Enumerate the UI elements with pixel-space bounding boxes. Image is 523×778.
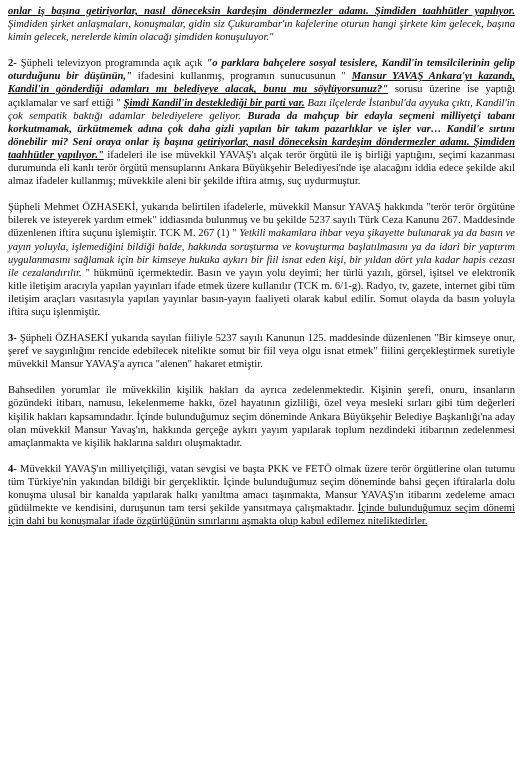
p2-number: 2-: [8, 58, 17, 70]
intro-quote-bold: onlar iş başına getiriyorlar, nasıl döneceksin kardeşim döndermezler adamı. Şimdiden taahhütler yapılıyor.: [8, 6, 515, 17]
intro-quote-italic: Şimdiden şirket anlaşmaları, konuşmalar, gidin siz Çukurambar'ın kafelerine oturun hangi şirkete kim gelecek, başına kimin gelecek, nerelerde kimin olacağı şimdiden konuşuluyor.": [8, 19, 515, 44]
paragraph-4: 3- Şüpheli ÖZHASEKİ yukarıda sayılan fiiliyle 5237 sayılı Kanunun 125. maddesinde düzenlenen "Bir kimseye onur, şeref ve saygınlığını rencide edebilecek nitelikte somut bir fiil veya olgu isnat etmek" fiilini gerçekleştirmek suretiyle müvekkil Mansur YAVAŞ'a ayrıca "alenen" hakaret etmiştir.: [8, 333, 515, 371]
paragraph-3: Şüpheli Mehmet ÖZHASEKİ, yukarıda belirtilen ifadelerle, müvekkil Mansur YAVAŞ hakkında "terör terör örgütüne bilerek ve isteyerek yardım etmek" iddiasında bulunmuş ve bu şekilde 5237 sayılı Türk Ceza Kanunu 267. Maddesinde düzenlenen iftira suçunu işlemiştir. TCK M. 267 (1) " Yetkili makamlara ihbar veya şikayette bulunarak ya da basın ve yayın yoluyla, işlemediğini bildiği halde, hakkında soruşturma ve kovuşturma başlatılmasını ya da idari bir yaptırım uygulanmasını sağlamak için bir kimseye hukuka aykırı bir fiil isnat eden kişi, bir yıldan dört yıla kadar hapis cezası ile cezalandırılır. " hükmünü içermektedir. Basın ve yayın yolu deyimi; her türlü yazılı, görsel, işitsel ve elektronik kitle iletişim aracıyla yapılan yayınları ifade etmek üzere kullanılır (TCK m. 6/1-g). Radyo, tv, gazete, internet gibi tüm iletişim araçları vasıtasıyla yapılan yayınlar basın-yayın faaliyeti olarak kabul edilir. Somut olayda da basın yoluyla iftira suçu işlenmiştir.: [8, 202, 516, 318]
paragraph-2: 2- Şüpheli televizyon programında açık açık "o parklara bahçelere sosyal tesislere, Kandil'in temsilcilerinin gelip oturduğunu bir düşünün," ifadesini kullanmış, programın sunucusunun " Mansur YAVAŞ Ankara'yı kazandı, Kandil'in gönderdiği adamları mı belediyeye alacak, bunu mu söylüyorsunuz?" sorusu üzerine ise yaptığı açıklamalar ve sarf ettiği " Şimdi Kandil'in desteklediği bir parti var. Bazı ilçelerde İstanbul'da ayyuka çıktı, Kandil'in çok sempatik baktığı adamlar belediyelere geliyor. Burada da mahçup bir edayla seçmeni milliyetçi tabanı korkutmamak, ürkütmemek adına çok daha gizli yapılan bir takım pazarlıklar ve işler var… Kandil'e sırtını dönebilir mi? Seni oraya onlar iş başına getiriyorlar, nasıl döneceksin kardeşim döndermezler adamı. Şimdiden taahhütler yapılıyor." ifadeleri ile ise müvekkil YAVAŞ'ı alçak terör örgütü ile iş birliği yaptığını, seçimi kazanması durumunda eli kanlı terör örgütü mensuplarını Ankara Büyükşehir Belediyesi'nde işe alacağını iddia edece şekilde akıl almaz ifadeler kullanmış; müvekkile aleni bir şekilde iftira atmış, suç uydurmuştur.: [8, 58, 516, 188]
paragraph-6: 4- Müvekkil YAVAŞ'ın milliyetçiliği, vatan sevgisi ve başta PKK ve FETÖ olmak üzere terör örgütlerine olan tutumu tüm Türkiye'nin yakından bildiği bir gerçekliktir. İçinde bulunduğumuz seçim döneminde bahsi geçen iftiralarla dolu konuşma ulusal bir kanalda yapılarak halkı yanıltma amacı taşınmakta, Mansur YAVAŞ'ın itibarını zedeleme amacı güdülmekte ve kendisini, duruşunun tam tersi şekilde yansıtmaya çalışmaktadır. İçinde bulunduğumuz seçim dönemi için dahi bu konuşmalar ifade özgürlüğünün sınırlarını aşmakta olup kabul edilemez niteliktedirler.: [8, 463, 515, 528]
paragraph-5: Bahsedilen yorumlar ile müvekkilin kişilik hakları da ayrıca zedelenmektedir. Kişinin şerefi, onuru, insanların gözündeki itibarı, namusu, lekelenmeme hakkı, özel hayatının gizliliği, özel veya mesleki sırları gibi tüm değerleri kişilik hakları kapsamındadır. İçinde bulunduğumuz seçim döneminde Ankara Büyükşehir Belediye Başkanlığı'na aday olan müvekkil Mansur Yavaş'ın, hakkında gerçeğe aykırı yayım yapılarak toplum nezdindeki itibarının zedelenmesi amaçlanmakta ve kişilik haklarına saldırı oluşmaktadır.: [8, 385, 515, 449]
paragraph-intro: [8, 5, 515, 44]
